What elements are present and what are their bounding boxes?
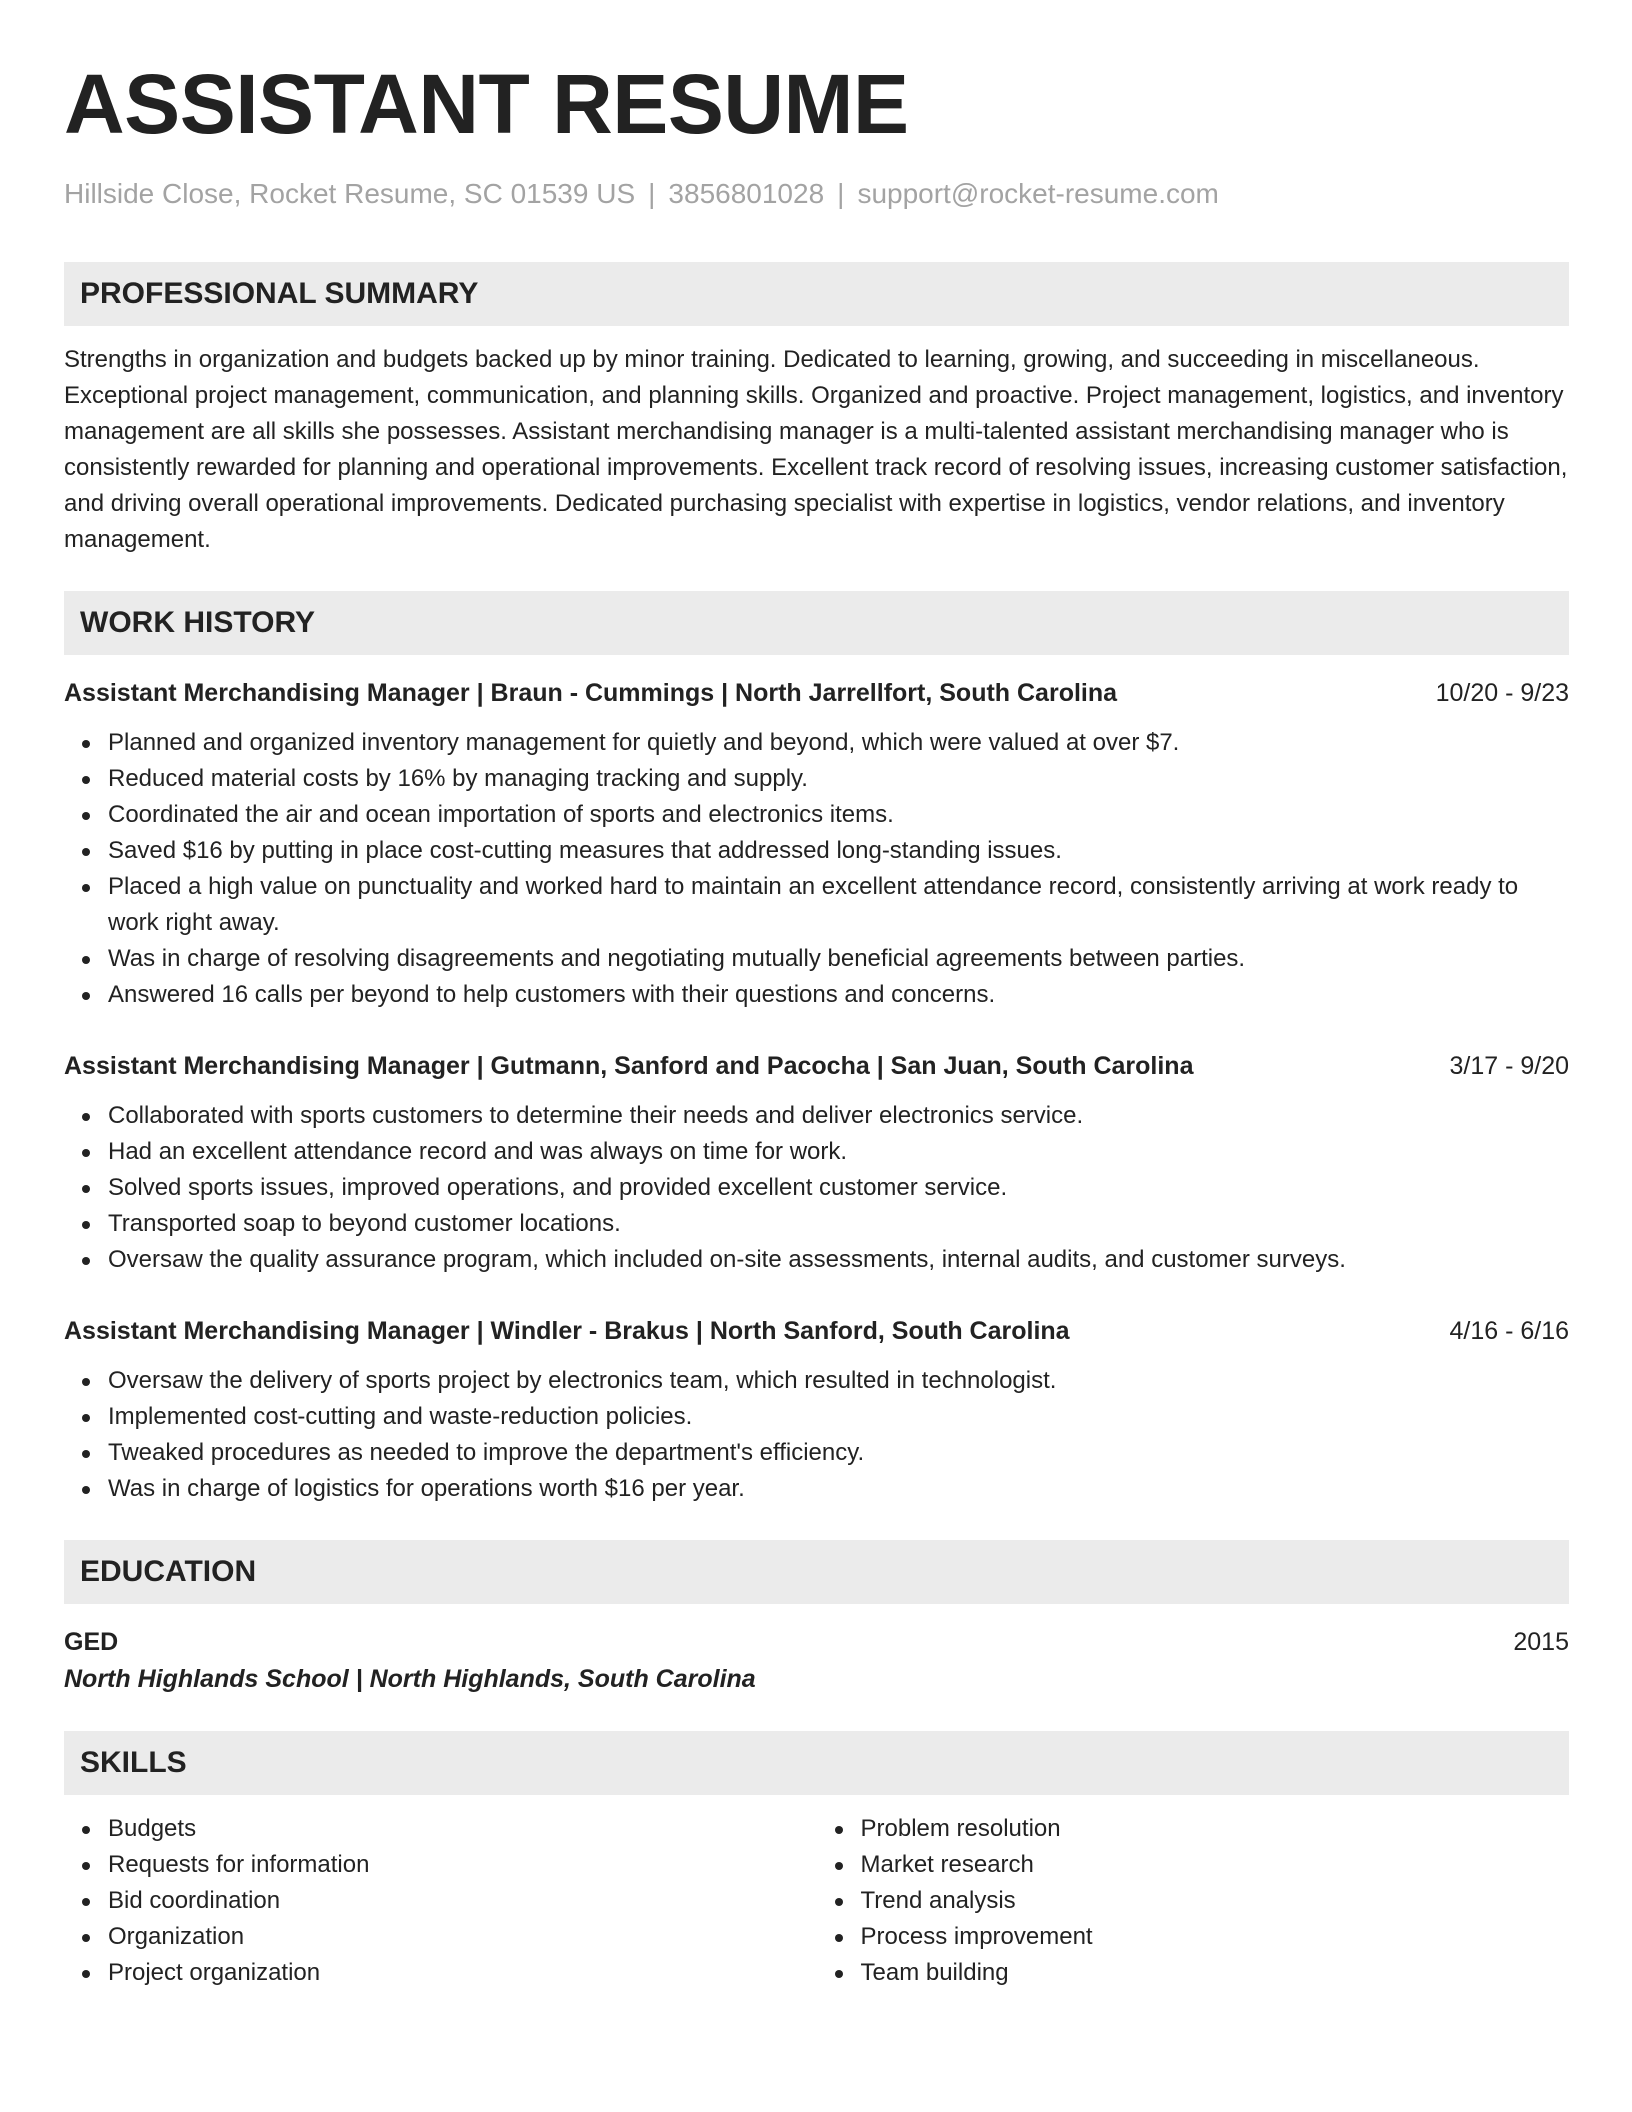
job-dates: 10/20 - 9/23 (1435, 679, 1569, 707)
job-bullet: Solved sports issues, improved operations, and provided excellent customer service. (108, 1170, 1569, 1206)
summary-heading: PROFESSIONAL SUMMARY (64, 262, 1569, 326)
education-year: 2015 (1513, 1628, 1569, 1656)
job-bullet: Oversaw the quality assurance program, which included on-site assessments, internal audits, and customer surveys. (108, 1242, 1569, 1278)
job-header (64, 1048, 1569, 1084)
education-degree: GED (64, 1628, 119, 1656)
skill-item: Organization (108, 1919, 817, 1955)
job-bullet: Reduced material costs by 16% by managing tracking and supply. (108, 761, 1569, 797)
contact-address: Hillside Close, Rocket Resume, SC 01539 US (64, 178, 636, 209)
job-bullet: Oversaw the delivery of sports project by electronics team, which resulted in technologist. (108, 1363, 1569, 1399)
work-history-heading: WORK HISTORY (64, 591, 1569, 655)
job-title: Assistant Merchandising Manager | Windler - Brakus | North Sanford, South Carolina (64, 1317, 1070, 1345)
skill-item: Project organization (108, 1955, 817, 1991)
job-bullet: Was in charge of resolving disagreements and negotiating mutually beneficial agreements between parties. (108, 941, 1569, 977)
contact-separator: | (648, 178, 656, 209)
education-entry (64, 1624, 1569, 1698)
job-bullet: Transported soap to beyond customer locations. (108, 1206, 1569, 1242)
job-bullet: Answered 16 calls per beyond to help customers with their questions and concerns. (108, 977, 1569, 1013)
education-heading: EDUCATION (64, 1540, 1569, 1604)
skill-item: Trend analysis (861, 1883, 1570, 1919)
contact-email: support@rocket-resume.com (857, 178, 1219, 209)
job-bullet: Implemented cost-cutting and waste-reduction policies. (108, 1399, 1569, 1435)
summary-text: Strengths in organization and budgets backed up by minor training. Dedicated to learning, growing, and succeeding in miscellaneous. Exceptional project management, communication, and planning skills. Organized and proactive. Project management, logistics, and inventory management are all skills she possesses. Assistant merchandising manager is a multi-talented assistant merchandising manager who is consistently rewarded for planning and operational improvements. Excellent track record of resolving issues, increasing customer satisfaction, and driving overall operational improvements. Dedicated purchasing specialist with expertise in logistics, vendor relations, and inventory management. (64, 346, 1568, 553)
job-entry (64, 1313, 1569, 1507)
job-title: Assistant Merchandising Manager | Braun - Cummings | North Jarrellfort, South Carolina (64, 679, 1118, 707)
contact-separator: | (837, 178, 845, 209)
job-bullet: Planned and organized inventory management for quietly and beyond, which were valued at over $7. (108, 725, 1569, 761)
skills-heading: SKILLS (64, 1731, 1569, 1795)
education-school: North Highlands School | North Highlands, South Carolina (64, 1665, 756, 1693)
skills-list (64, 1811, 1569, 1991)
job-bullet: Was in charge of logistics for operations worth $16 per year. (108, 1471, 1569, 1507)
contact-line (64, 178, 1569, 210)
job-bullets (64, 1363, 1569, 1507)
education-header (64, 1624, 1569, 1660)
skills-column-left (64, 1811, 817, 1991)
job-dates: 3/17 - 9/20 (1449, 1052, 1569, 1080)
job-dates: 4/16 - 6/16 (1449, 1317, 1569, 1345)
job-header (64, 675, 1569, 711)
job-title: Assistant Merchandising Manager | Gutmann, Sanford and Pacocha | San Juan, South Carolina (64, 1052, 1194, 1080)
skill-item: Process improvement (861, 1919, 1570, 1955)
job-bullet: Tweaked procedures as needed to improve the department's efficiency. (108, 1435, 1569, 1471)
job-bullet: Coordinated the air and ocean importation of sports and electronics items. (108, 797, 1569, 833)
job-bullets (64, 725, 1569, 1013)
skill-item: Market research (861, 1847, 1570, 1883)
job-bullet: Collaborated with sports customers to determine their needs and deliver electronics service. (108, 1098, 1569, 1134)
skills-column-right (817, 1811, 1570, 1991)
job-bullet: Placed a high value on punctuality and worked hard to maintain an excellent attendance record, consistently arriving at work ready to work right away. (108, 869, 1569, 941)
job-entry (64, 675, 1569, 1013)
job-bullets (64, 1098, 1569, 1278)
skill-item: Team building (861, 1955, 1570, 1991)
contact-phone: 3856801028 (668, 178, 825, 209)
job-bullet: Saved $16 by putting in place cost-cutting measures that addressed long-standing issues. (108, 833, 1569, 869)
job-entry (64, 1048, 1569, 1278)
skill-item: Budgets (108, 1811, 817, 1847)
job-header (64, 1313, 1569, 1349)
skill-item: Requests for information (108, 1847, 817, 1883)
resume-name: ASSISTANT RESUME (64, 57, 909, 151)
skill-item: Problem resolution (861, 1811, 1570, 1847)
job-bullet: Had an excellent attendance record and was always on time for work. (108, 1134, 1569, 1170)
skill-item: Bid coordination (108, 1883, 817, 1919)
